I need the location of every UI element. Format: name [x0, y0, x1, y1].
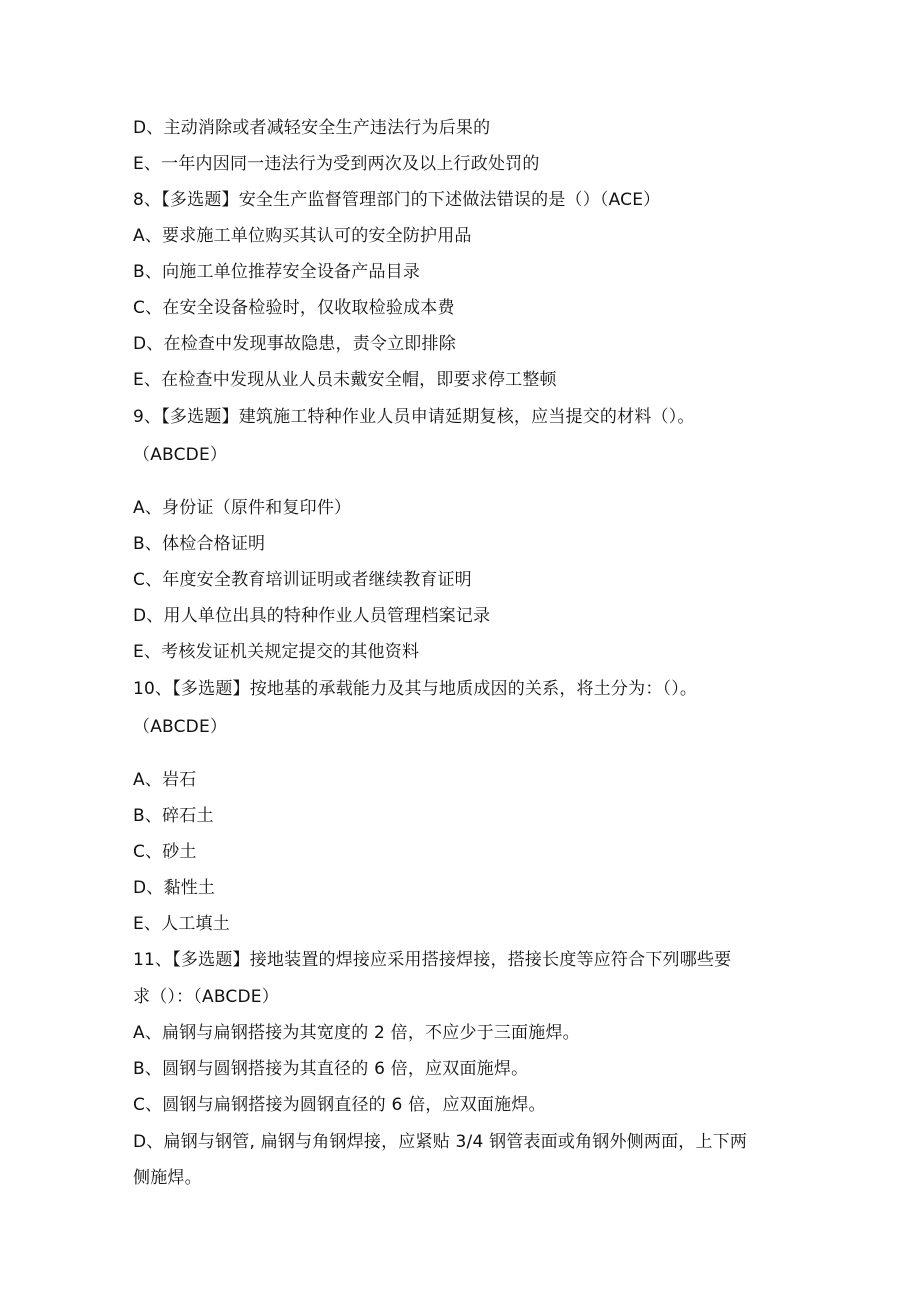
question-10: 10、【多选题】按地基的承载能力及其与地质成因的关系，将土分为：（）。 — [133, 679, 698, 699]
question-11-continued: 求（）：（ABCDE） — [133, 987, 279, 1007]
question-11: 11、【多选题】接地装置的焊接应采用搭接焊接，搭接长度等应符合下列哪些要 — [133, 950, 732, 970]
option-b-q9: B、体检合格证明 — [133, 534, 266, 554]
option-d-q7: D、主动消除或者减轻安全生产违法行为后果的 — [133, 118, 491, 138]
option-d-q11: D、扁钢与钢管, 扁钢与角钢焊接，应紧贴 3/4 钢管表面或角钢外侧两面，上下两 — [133, 1132, 748, 1152]
option-d-q8: D、在检查中发现事故隐患，责令立即排除 — [133, 334, 456, 354]
option-d-q10: D、黏性土 — [133, 878, 216, 898]
option-c-q11: C、圆钢与扁钢搭接为圆钢直径的 6 倍，应双面施焊。 — [133, 1095, 546, 1115]
option-b-q11: B、圆钢与圆钢搭接为其直径的 6 倍，应双面施焊。 — [133, 1059, 529, 1079]
option-e-q10: E、人工填土 — [133, 914, 230, 934]
option-e-q7: E、一年内因同一违法行为受到两次及以上行政处罚的 — [133, 154, 540, 174]
option-a-q10: A、岩石 — [133, 770, 197, 790]
option-b-q8: B、向施工单位推荐安全设备产品目录 — [133, 262, 421, 282]
option-c-q9: C、年度安全教育培训证明或者继续教育证明 — [133, 570, 472, 590]
question-8: 8、【多选题】安全生产监督管理部门的下述做法错误的是（）（ACE） — [133, 190, 661, 210]
option-e-q9: E、考核发证机关规定提交的其他资料 — [133, 642, 420, 662]
option-c-q10: C、砂土 — [133, 842, 197, 862]
option-c-q8: C、在安全设备检验时，仅收取检验成本费 — [133, 298, 455, 318]
option-d-q9: D、用人单位出具的特种作业人员管理档案记录 — [133, 606, 491, 626]
answer-q9: （ABCDE） — [133, 445, 228, 465]
option-e-q8: E、在检查中发现从业人员未戴安全帽，即要求停工整顿 — [133, 370, 557, 390]
option-a-q8: A、要求施工单位购买其认可的安全防护用品 — [133, 226, 472, 246]
option-b-q10: B、碎石土 — [133, 806, 214, 826]
answer-q10: （ABCDE） — [133, 717, 228, 737]
question-9: 9、【多选题】建筑施工特种作业人员申请延期复核，应当提交的材料（）。 — [133, 407, 695, 427]
option-a-q9: A、身份证（原件和复印件） — [133, 498, 352, 518]
option-a-q11: A、扁钢与扁钢搭接为其宽度的 2 倍，不应少于三面施焊。 — [133, 1023, 580, 1043]
option-d-q11-continued: 侧施焊。 — [133, 1168, 202, 1188]
